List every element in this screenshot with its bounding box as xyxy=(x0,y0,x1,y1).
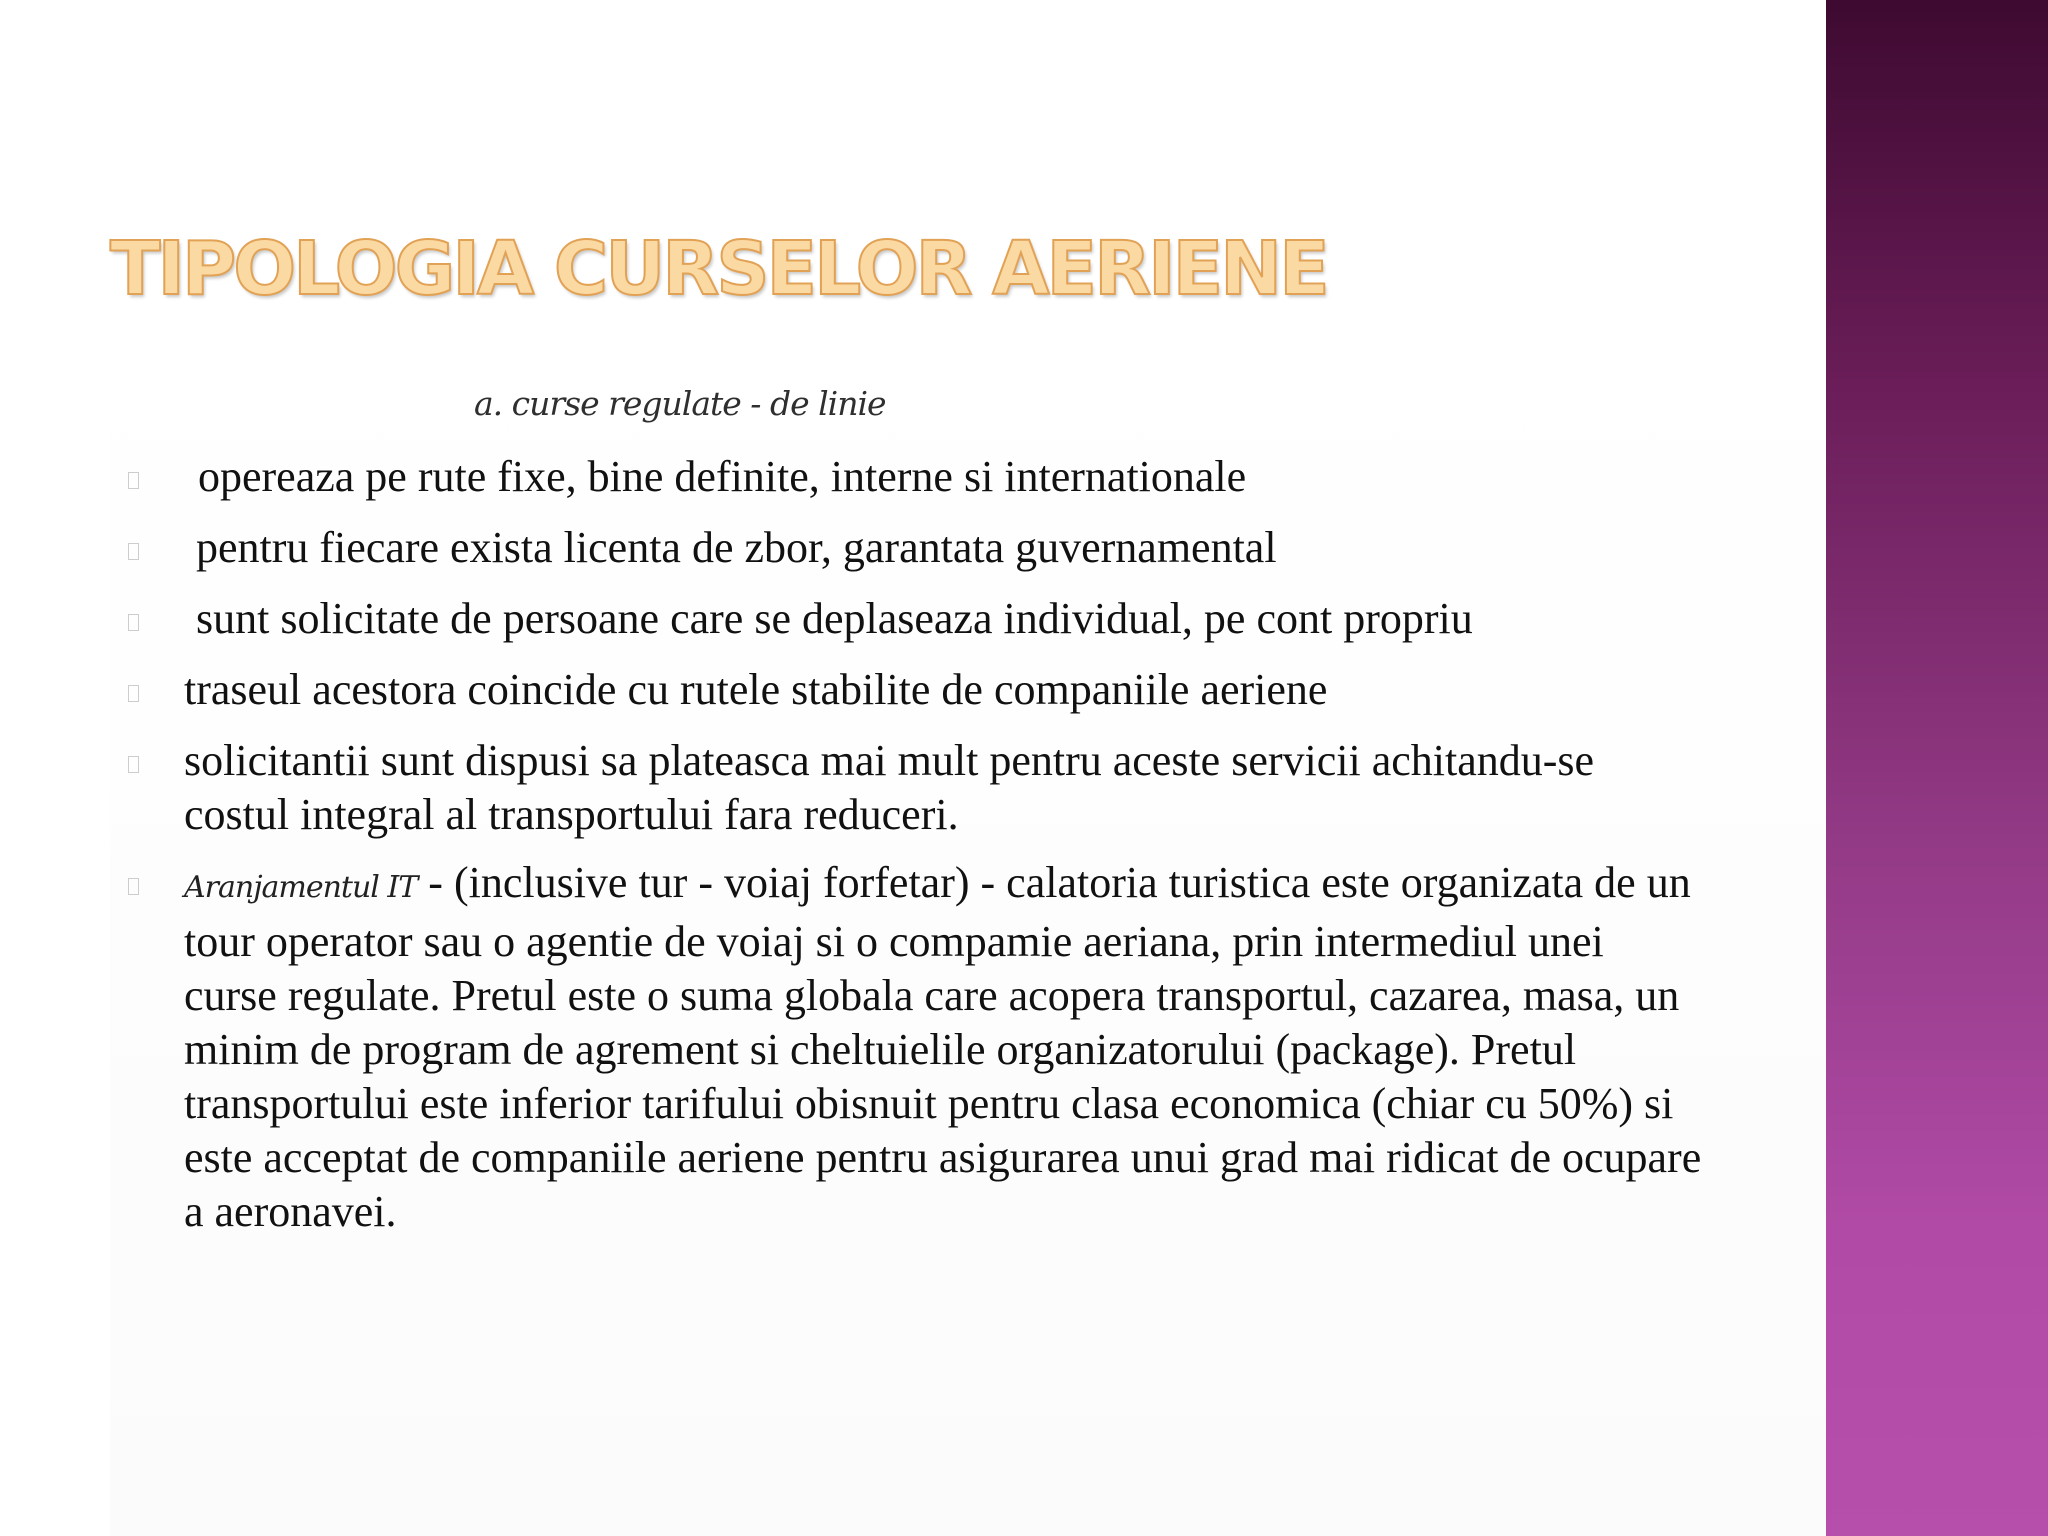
bullet-text: pentru fiecare exista licenta de zbor, garantata guvernamental xyxy=(196,523,1277,572)
slide-subtitle: a. curse regulate - de linie xyxy=(474,384,886,423)
bullet-text: sunt solicitate de persoane care se deplaseaza individual, pe cont propriu xyxy=(196,594,1473,643)
bullet-square-icon xyxy=(128,472,139,489)
it-arrangement-label: Aranjamentul IT xyxy=(184,870,418,905)
bullet-list xyxy=(124,450,1704,1256)
bullet-square-icon xyxy=(128,878,139,895)
bullet-item xyxy=(124,592,1704,646)
bullet-square-icon xyxy=(128,756,139,773)
bullet-text: traseul acestora coincide cu rutele stabilite de companiile aeriene xyxy=(184,665,1328,714)
bullet-square-icon xyxy=(128,614,139,631)
bullet-item-it-arrangement xyxy=(124,856,1704,1239)
bullet-item xyxy=(124,521,1704,575)
slide-title: TIPOLOGIA CURSELOR AERIENE xyxy=(110,226,1327,312)
bullet-square-icon xyxy=(128,685,139,702)
bullet-item xyxy=(124,450,1704,504)
it-arrangement-text: - (inclusive tur - voiaj forfetar) - calatoria turistica este organizata de un tour operator sau o agentie de voiaj si o compamie aeriana, prin intermediul unei curse regulate. Pretul este o suma globala care acopera transportul, cazarea, masa, un minim de program de agrement si cheltuielile organizatorului (package). Pretul transportului este inferior tarifului obisnuit pentru clasa economica (chiar cu 50%) si este acceptat de companiile aeriene pentru asigurarea unui grad mai ridicat de ocupare a aeronavei. xyxy=(184,858,1702,1236)
bullet-text: solicitantii sunt dispusi sa plateasca mai mult pentru aceste servicii achitandu-se costul integral al transportului fara reduceri. xyxy=(184,736,1595,839)
bullet-text: opereaza pe rute fixe, bine definite, interne si internationale xyxy=(198,452,1247,501)
bullet-square-icon xyxy=(128,543,139,560)
decorative-side-bar xyxy=(1826,0,2048,1536)
bullet-item xyxy=(124,734,1704,842)
bullet-item xyxy=(124,663,1704,717)
